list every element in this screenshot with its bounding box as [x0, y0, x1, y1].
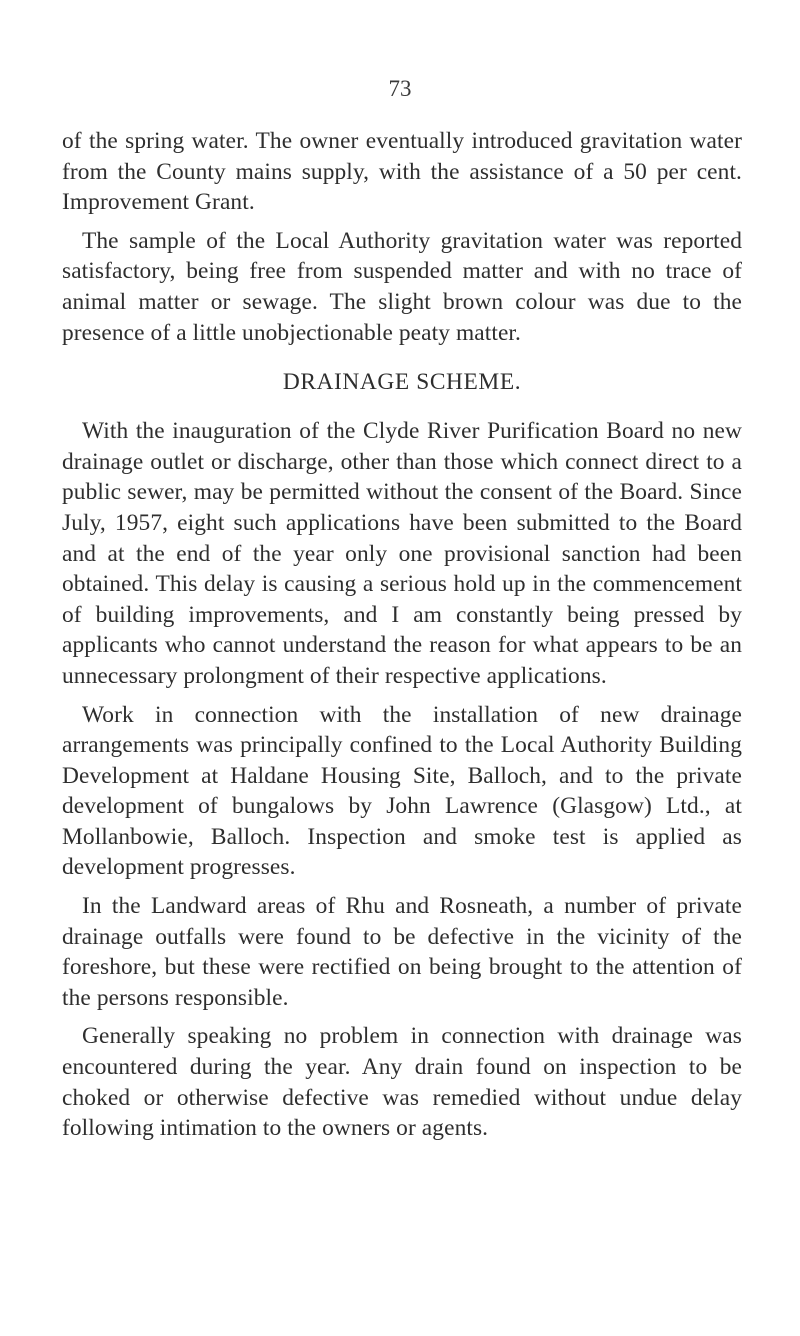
- paragraph-intro: of the spring water. The owner eventually introduced gravitation water from the County mains supply, with the assistance of a 50 per cent. Improvement Grant.: [62, 128, 742, 216]
- paragraph-general: Generally speaking no problem in connection with drainage was encountered during the year. Any drain found on inspection to be choked or otherwise defective was remedied without undue delay following intimation to the owners or agents.: [62, 1023, 742, 1142]
- paragraph-drainage-work: Work in connection with the installation of new drainage arrangements was principally confined to the Local Authority Building Development at Haldane Housing Site, Balloch, and to the private development of bungalows by John Lawrence (Glasgow) Ltd., at Mollanbowie, Balloch. Inspection and smoke test is applied as development progresses.: [62, 701, 742, 881]
- paragraph-water-sample: The sample of the Local Authority gravitation water was reported satisfactory, being free from suspended matter and with no trace of animal matter or sewage. The slight brown colour was due to the presence of a little unobjectionable peaty matter.: [62, 227, 742, 346]
- body-text: [62, 126, 742, 1144]
- page-number: 73: [388, 76, 412, 101]
- paragraph-landward-areas: In the Landward areas of Rhu and Rosneath, a number of private drainage outfalls were found to be defective in the vicinity of the foreshore, but these were rectified on being brought to the attention of the persons responsible.: [62, 893, 742, 1011]
- section-heading-drainage: DRAINAGE SCHEME.: [282, 369, 522, 396]
- paragraph-purification-board: With the inauguration of the Clyde River Purification Board no new drainage outlet or discharge, other than those which connect direct to a public sewer, may be permitted without the consent of the Board. Since July, 1957, eight such applications have been submitted to the Board and at the end of the year only one provisional sanction had been obtained. This delay is causing a serious hold up in the commencement of building improvements, and I am constantly being pressed by applicants who cannot understand the reason for what appears to be an unnecessary prolongment of their respective applications.: [62, 418, 742, 689]
